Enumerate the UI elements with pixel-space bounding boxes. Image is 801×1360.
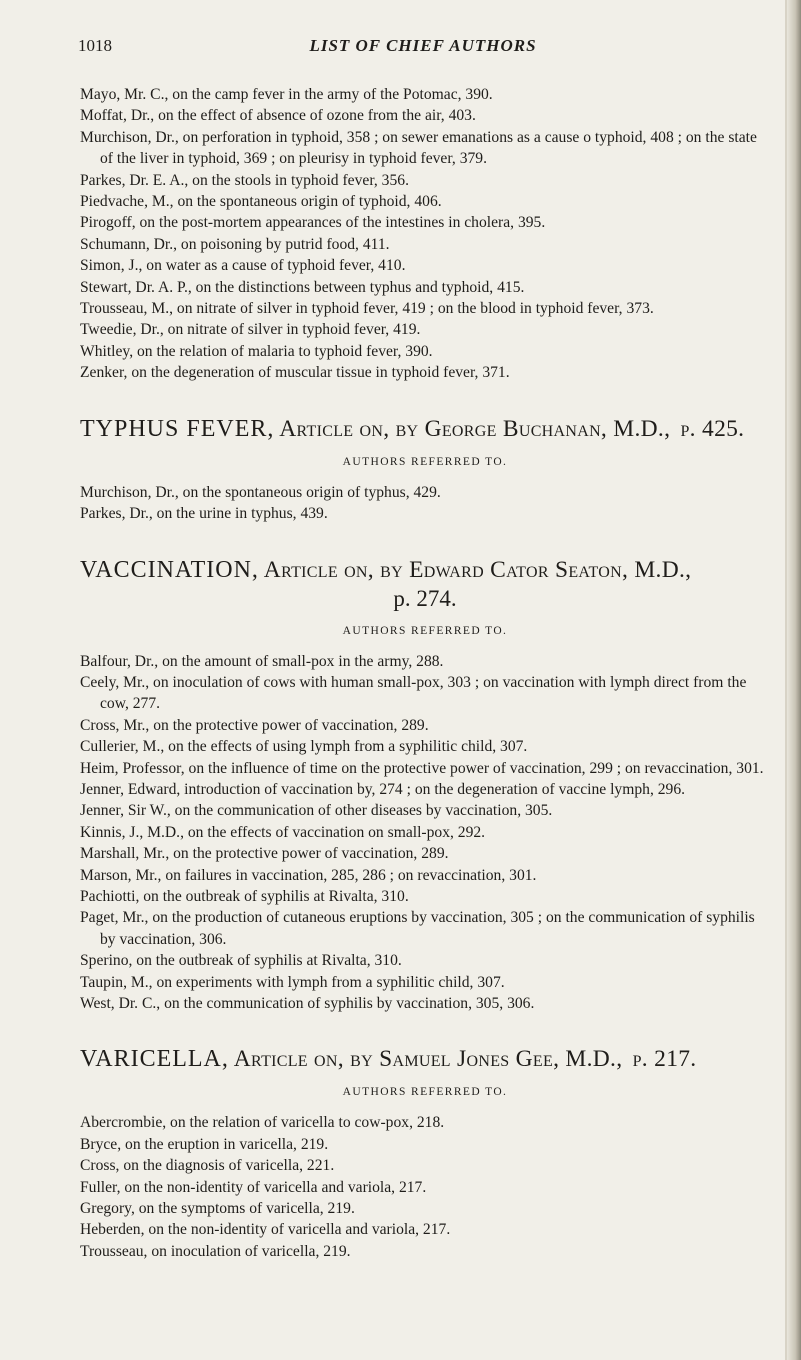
section-subheading: AUTHORS REFERRED TO.: [342, 1086, 508, 1099]
author-entry: Cross, Mr., on the protective power of vaccination, 289.: [80, 716, 429, 734]
section-vaccination: [80, 555, 770, 1015]
author-entry: Piedvache, M., on the spontaneous origin of typhoid, 406.: [80, 193, 442, 211]
author-entry: Paget, Mr., on the production of cutaneous eruptions by vaccination, 305 ; on the communication of syphilis by vaccination, 306.: [80, 909, 755, 948]
author-entry: Abercrombie, on the relation of varicella to cow-pox, 218.: [80, 1114, 445, 1132]
author-entry: Murchison, Dr., on perforation in typhoid, 358 ; on sewer emanations as a cause o typhoid, 408 ; on the state of the liver in typhoid, 369 ; on pleurisy in typhoid fever, 379.: [80, 128, 757, 168]
section-article-byline: Article on, by Edward Cator Seaton, M.D.,: [263, 556, 692, 583]
author-entry: Balfour, Dr., on the amount of small-pox in the army, 288.: [80, 652, 444, 670]
section-article-byline: Article on, by George Buchanan, M.D.,: [279, 415, 671, 442]
author-entry: Trousseau, on inoculation of varicella, 219.: [80, 1242, 351, 1260]
author-entry: Stewart, Dr. A. P., on the distinctions between typhus and typhoid, 415.: [80, 278, 525, 296]
section-subheading: AUTHORS REFERRED TO.: [342, 624, 508, 637]
author-entry: Heberden, on the non-identity of varicella and variola, 217.: [80, 1221, 451, 1239]
book-spine-shadow: [787, 0, 801, 1360]
author-entry: West, Dr. C., on the communication of syphilis by vaccination, 305, 306.: [80, 995, 535, 1012]
section-lead: TYPHUS FEVER,: [80, 415, 275, 442]
section-page-ref: p. 425.: [680, 415, 745, 442]
section-varicella: [80, 1044, 770, 1262]
author-entry: Fuller, on the non-identity of varicella and variola, 217.: [80, 1178, 427, 1196]
page-number: 1018: [78, 36, 112, 55]
author-entry: Schumann, Dr., on poisoning by putrid food, 411.: [80, 235, 390, 253]
section-lead: VARICELLA,: [80, 1046, 229, 1073]
section-page-ref: p. 217.: [632, 1046, 697, 1073]
section-heading: [80, 555, 770, 585]
author-entry: Jenner, Edward, introduction of vaccination by, 274 ; on the degeneration of vaccine lymph, 296.: [80, 780, 686, 798]
author-entry: Tweedie, Dr., on nitrate of silver in typhoid fever, 419.: [80, 321, 421, 339]
author-entry: Trousseau, M., on nitrate of silver in typhoid fever, 419 ; on the blood in typhoid fever, 373.: [80, 300, 654, 318]
author-entry: Murchison, Dr., on the spontaneous origin of typhus, 429.: [80, 483, 441, 501]
running-head: [78, 36, 768, 62]
author-entry: Heim, Professor, on the influence of time on the protective power of vaccination, 299 ; on revaccination, 301.: [80, 759, 764, 777]
author-entry: Simon, J., on water as a cause of typhoid fever, 410.: [80, 257, 406, 275]
author-entry: Parkes, Dr. E. A., on the stools in typhoid fever, 356.: [80, 171, 409, 189]
section-page-ref: p. 274.: [393, 585, 457, 611]
section-heading: [80, 414, 770, 444]
author-entry: Bryce, on the eruption in varicella, 219.: [80, 1135, 329, 1153]
section-subheading: AUTHORS REFERRED TO.: [342, 455, 508, 468]
author-entry: Jenner, Sir W., on the communication of other diseases by vaccination, 305.: [80, 802, 553, 820]
author-entry: Marshall, Mr., on the protective power of vaccination, 289.: [80, 845, 449, 863]
author-entry: Gregory, on the symptoms of varicella, 219.: [80, 1200, 355, 1218]
author-entry: Cullerier, M., on the effects of using lymph from a syphilitic child, 307.: [80, 738, 528, 756]
author-entry: Ceely, Mr., on inoculation of cows with human small-pox, 303 ; on vaccination with lymph direct from the cow, 277.: [80, 673, 747, 713]
section-heading: [80, 1044, 770, 1074]
text-block: [80, 84, 770, 1262]
author-entry: Parkes, Dr., on the urine in typhus, 439.: [80, 505, 328, 523]
author-entry: Taupin, M., on experiments with lymph from a syphilitic child, 307.: [80, 973, 505, 991]
author-entry: Pachiotti, on the outbreak of syphilis at Rivalta, 310.: [80, 887, 409, 905]
section-typhus-fever: [80, 414, 770, 525]
author-entry: Pirogoff, on the post-mortem appearances of the intestines in cholera, 395.: [80, 214, 546, 232]
author-entry: Moffat, Dr., on the effect of absence of ozone from the air, 403.: [80, 107, 476, 125]
section-lead: VACCINATION,: [80, 556, 259, 583]
author-entry: Marson, Mr., on failures in vaccination, 285, 286 ; on revaccination, 301.: [80, 866, 537, 884]
intro-entry-list: [80, 84, 770, 384]
author-entry: Cross, on the diagnosis of varicella, 221.: [80, 1157, 335, 1175]
author-entry: Kinnis, J., M.D., on the effects of vaccination on small-pox, 292.: [80, 823, 486, 841]
author-entry: Sperino, on the outbreak of syphilis at Rivalta, 310.: [80, 952, 402, 970]
author-entry: Whitley, on the relation of malaria to typhoid fever, 390.: [80, 342, 433, 360]
running-title: LIST OF CHIEF AUTHORS: [309, 36, 537, 55]
section-article-byline: Article on, by Samuel Jones Gee, M.D.,: [233, 1046, 623, 1073]
author-entry: Mayo, Mr. C., on the camp fever in the army of the Potomac, 390.: [80, 86, 493, 103]
author-entry: Zenker, on the degeneration of muscular tissue in typhoid fever, 371.: [80, 364, 510, 382]
